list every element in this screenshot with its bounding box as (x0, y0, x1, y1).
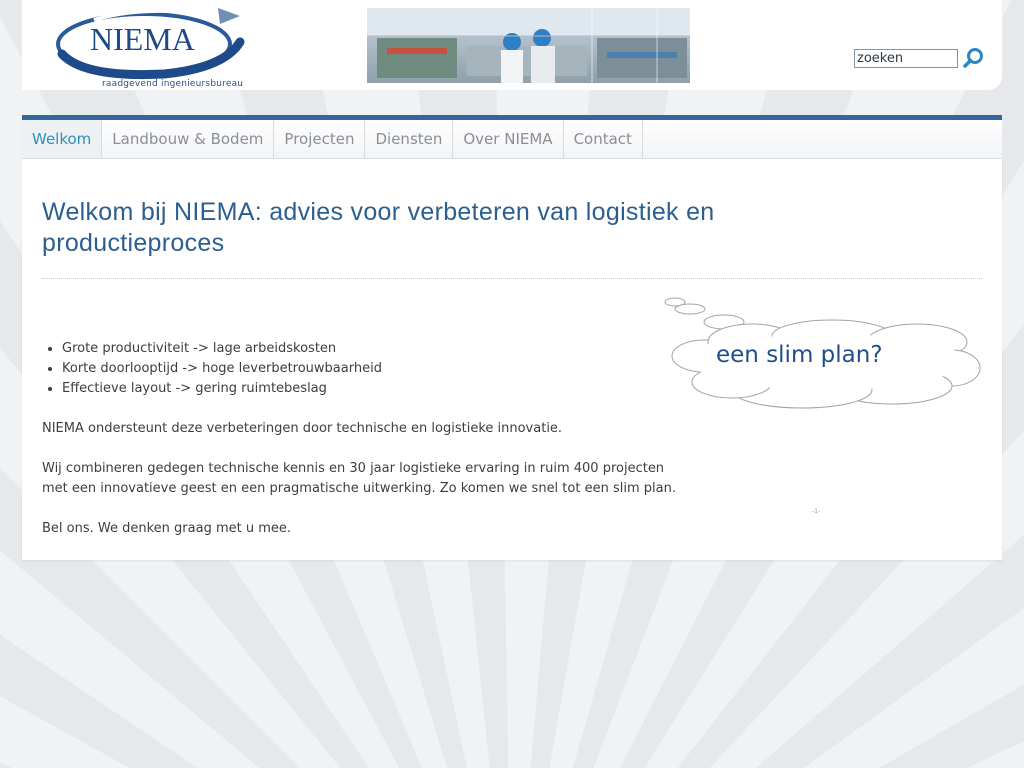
logo-subtitle: raadgevend ingenieursbureau (102, 79, 244, 89)
page-title: Welkom bij NIEMA: advies voor verbeteren van logistiek en productieproces (42, 198, 715, 257)
list-item: • Effectieve layout -> gering ruimtebeslag (62, 379, 682, 399)
content-panel (22, 159, 1002, 560)
list-item: • Korte doorlooptijd -> hoge leverbetrouwbaarheid (62, 359, 682, 379)
list-item: • Grote productiviteit -> lage arbeidskosten (62, 339, 682, 359)
benefits-list (42, 339, 682, 399)
nav-item-diensten[interactable]: Diensten (365, 120, 453, 158)
logo-wordmark: NIEMA (90, 21, 195, 57)
header-banner-image (367, 8, 690, 83)
paragraph-intro: NIEMA ondersteunt deze verbeteringen door technische en logistieke innovatie. (42, 421, 563, 436)
thought-cloud-image (662, 296, 982, 410)
paragraph-contact: Bel ons. We denken graag met u mee. (42, 521, 292, 536)
main-nav (22, 115, 1002, 159)
tiny-mark: -1- (812, 508, 821, 515)
nav-item-landbouw-bodem[interactable]: Landbouw & Bodem (102, 120, 274, 158)
search-button[interactable] (962, 46, 986, 70)
logo-swoosh-icon (54, 2, 250, 90)
title-divider (42, 278, 982, 279)
magnifier-icon (962, 46, 986, 70)
nav-item-projecten[interactable]: Projecten (274, 120, 365, 158)
nav-item-welkom[interactable]: Welkom (22, 120, 102, 158)
paragraph-experience: Wij combineren gedegen technische kennis en 30 jaar logistieke ervaring in ruim 400 projecten met een innovatieve geest en een pragmatische uitwerking. Zo komen we snel tot een slim plan. (42, 461, 676, 496)
cloud-text: een slim plan? (716, 342, 883, 368)
header (22, 0, 1002, 90)
search-input[interactable] (854, 49, 958, 68)
nav-item-contact[interactable]: Contact (564, 120, 643, 158)
niema-logo[interactable] (54, 2, 250, 90)
body-text (42, 339, 682, 559)
nav-item-over-niema[interactable]: Over NIEMA (453, 120, 563, 158)
